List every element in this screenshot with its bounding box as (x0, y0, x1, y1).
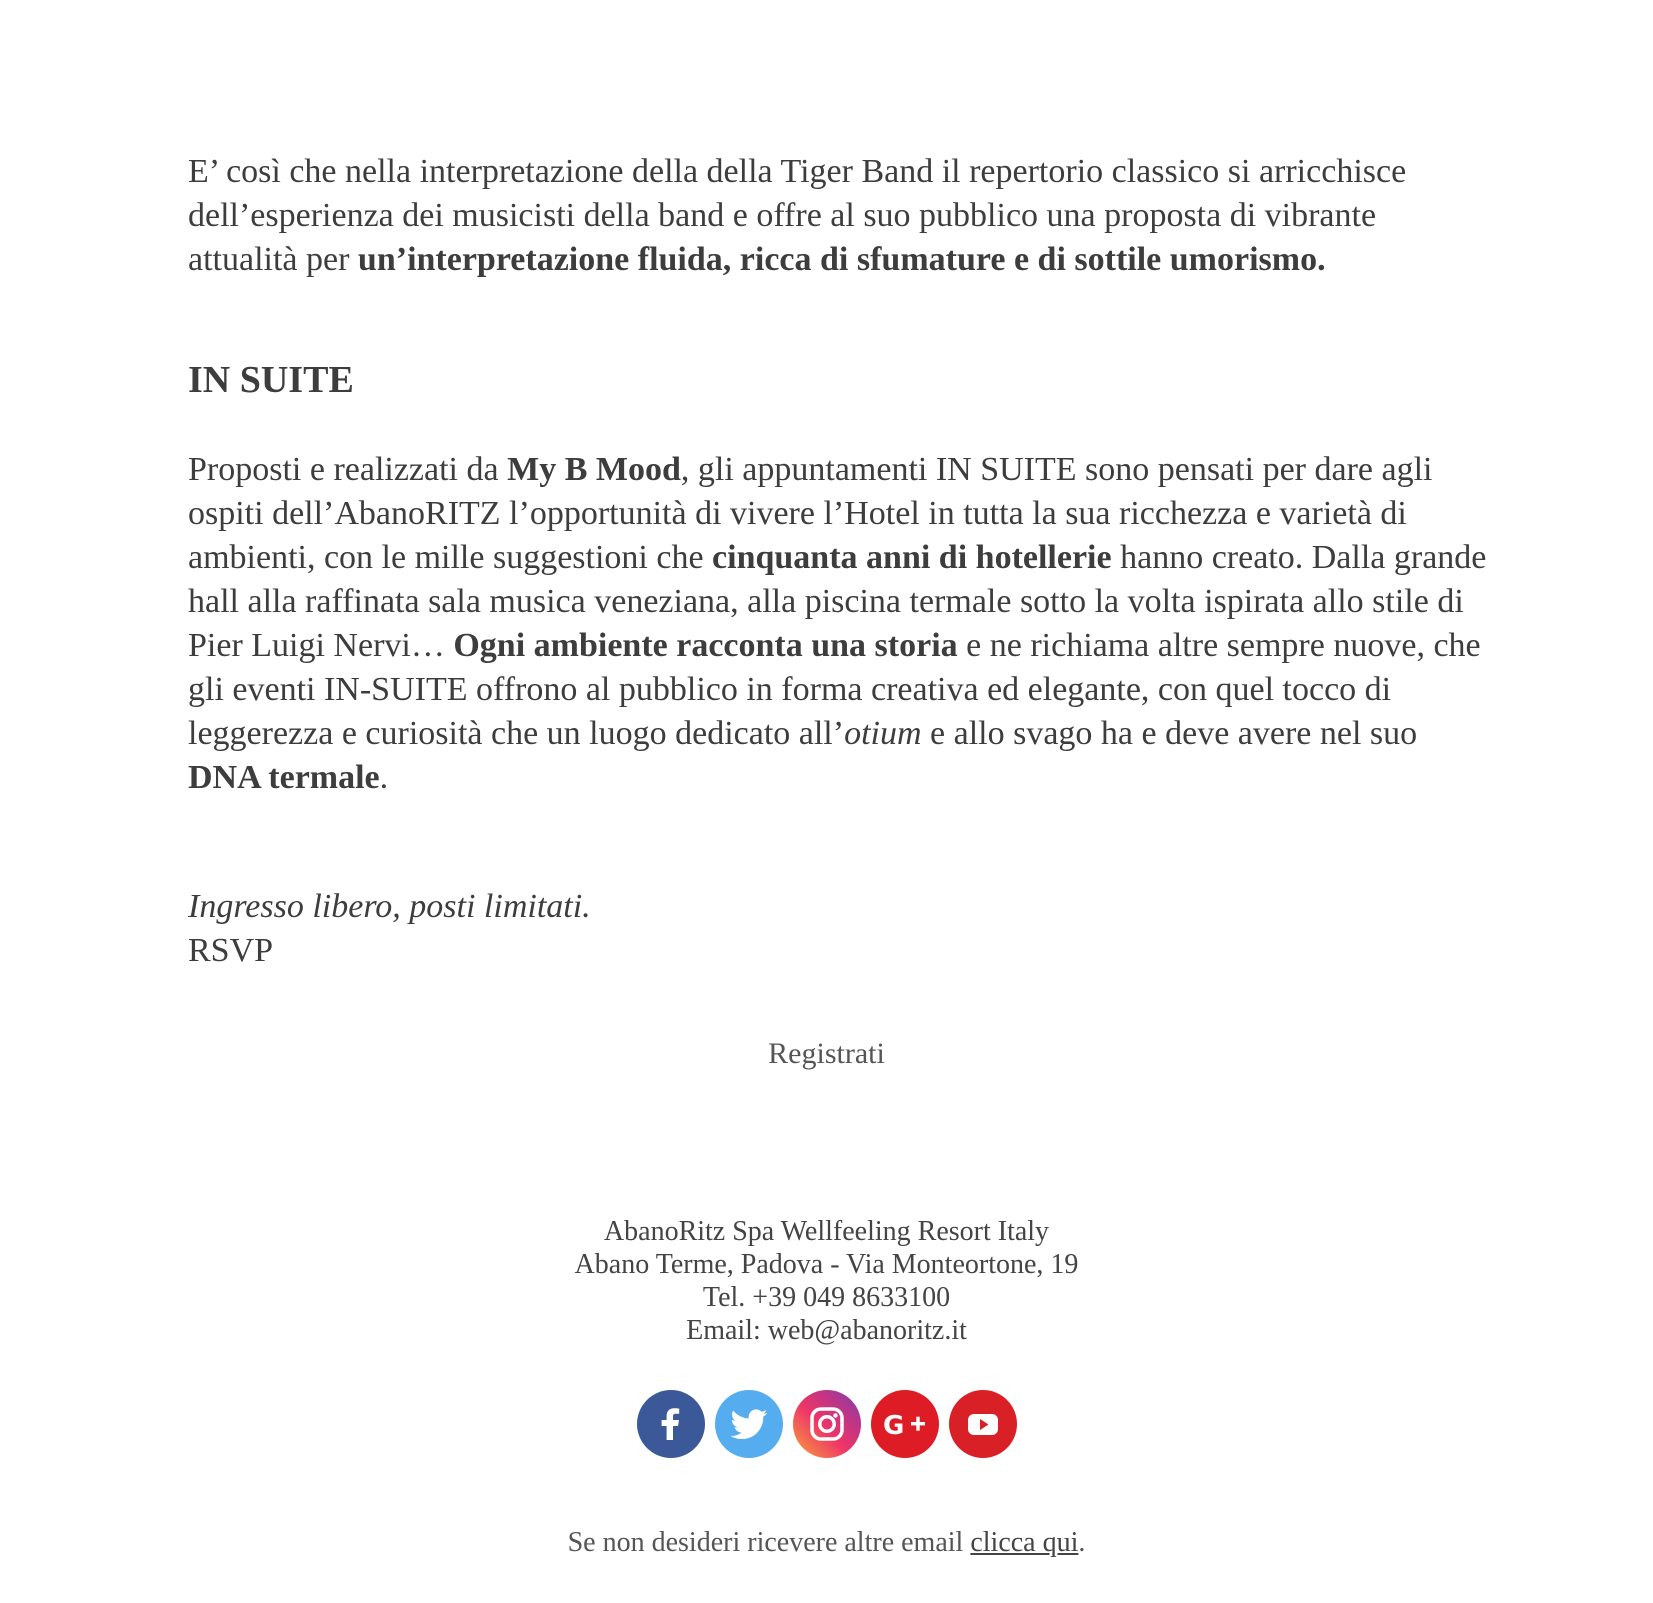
footer-contact (0, 1215, 1653, 1347)
suite-bold-phrase: DNA termale (188, 759, 380, 796)
social-links (0, 1390, 1653, 1458)
twitter-glyph (727, 1402, 771, 1446)
suite-bold-brand: My B Mood (507, 451, 681, 488)
unsubscribe-end: . (1078, 1527, 1086, 1558)
svg-text:G: G (882, 1411, 904, 1441)
instagram-glyph (806, 1403, 848, 1445)
youtube-glyph (962, 1403, 1004, 1445)
suite-text-part: Proposti e realizzati da (188, 451, 508, 488)
unsubscribe-text: Se non desideri ricevere altre email (567, 1527, 971, 1558)
instagram-icon[interactable] (793, 1390, 861, 1458)
facebook-glyph (651, 1404, 691, 1444)
suite-italic-word: otium (844, 715, 922, 752)
rsvp-block (188, 885, 1488, 973)
intro-paragraph (188, 150, 1488, 282)
suite-bold-phrase: Ogni ambiente racconta una storia (453, 627, 958, 664)
facebook-icon[interactable] (637, 1390, 705, 1458)
twitter-icon[interactable] (715, 1390, 783, 1458)
section-heading: IN SUITE (188, 359, 354, 401)
rsvp-text (188, 885, 1488, 973)
footer-address: Abano Terme, Padova - Via Monteortone, 19 (574, 1249, 1079, 1280)
google-plus-glyph (882, 1404, 928, 1444)
suite-text-part: . (379, 759, 389, 796)
suite-bold-phrase: cinquanta anni di hotellerie (712, 539, 1112, 576)
rsvp-note: Ingresso libero, posti limitati. (188, 888, 591, 925)
suite-text-part: e ne richiama altre sempre nuove, che gli eventi IN-SUITE offrono al pubblico in forma creativa ed elegante, con quel tocco di leggerezza e curiosità che un luogo dedicato all’ (188, 627, 1481, 752)
intro-text-part: E’ così che nella interpretazione della della Tiger Band il repertorio classico si arricchisce dell’esperienza dei musicisti della band e offre al suo pubblico una proposta di vibrante attualità per (188, 153, 1407, 278)
unsubscribe-link[interactable]: clicca qui (970, 1527, 1079, 1558)
footer-company: AbanoRitz Spa Wellfeeling Resort Italy (603, 1216, 1050, 1247)
register-link[interactable]: Registrati (768, 1037, 885, 1070)
suite-text-part: , gli appuntamenti IN SUITE sono pensati per dare agli ospiti dell’AbanoRITZ l’opportunità di vivere l’Hotel in tutta la sua ricchezza e varietà di ambienti, con le mille suggestioni che (188, 451, 1433, 576)
rsvp-label: RSVP (188, 932, 274, 969)
google-plus-icon[interactable] (871, 1390, 939, 1458)
suite-paragraph (188, 448, 1488, 800)
suite-text (188, 448, 1488, 800)
footer-email[interactable]: Email: web@abanoritz.it (686, 1315, 967, 1346)
intro-text (188, 150, 1488, 282)
footer-phone: Tel. +39 049 8633100 (702, 1282, 951, 1313)
unsubscribe-line (0, 1526, 1653, 1560)
suite-text-part: hanno creato. Dalla grande hall alla raffinata sala musica veneziana, alla piscina termale sotto la volta ispirata allo stile di Pier Luigi Nervi… (188, 539, 1487, 664)
youtube-icon[interactable] (949, 1390, 1017, 1458)
suite-text-part: e allo svago ha e deve avere nel suo (921, 715, 1418, 752)
intro-bold-phrase: un’interpretazione fluida, ricca di sfumature e di sottile umorismo. (357, 241, 1326, 278)
